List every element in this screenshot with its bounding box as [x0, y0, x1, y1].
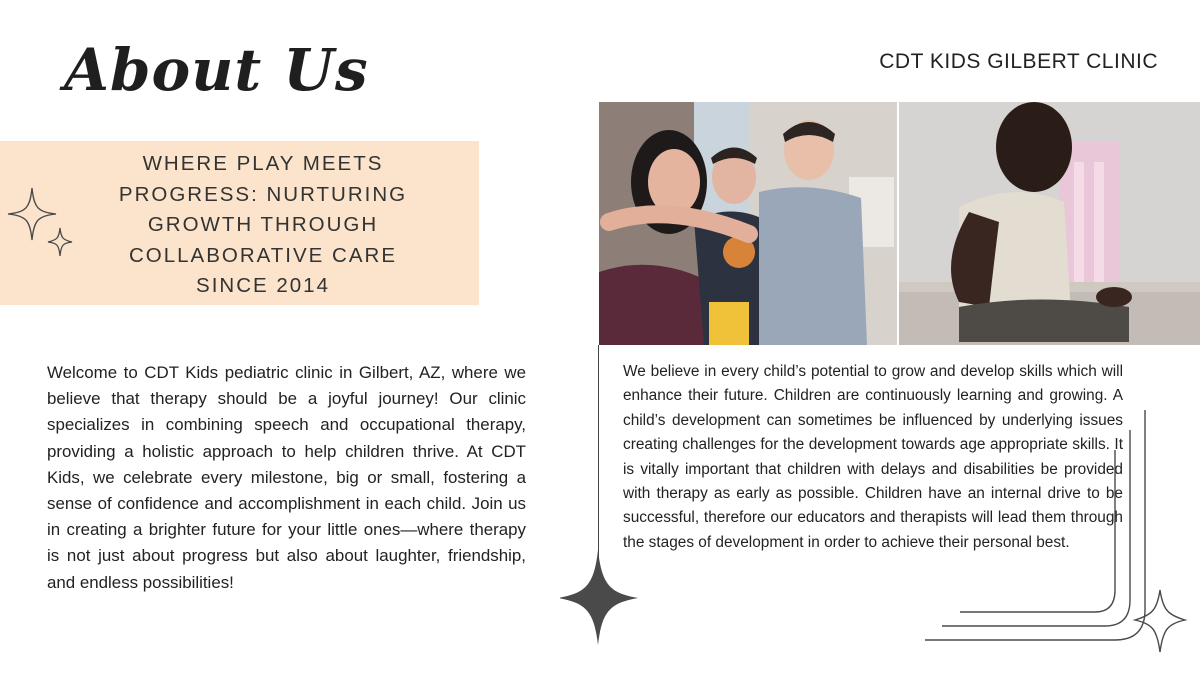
- group-photo: [599, 102, 897, 345]
- photo-gallery: [599, 102, 1200, 345]
- intro-paragraph: Welcome to CDT Kids pediatric clinic in Gilbert, AZ, where we believe that therapy should be a joyful journey! Our clinic specializes in combining speech and occupational therapy, providing a holistic approach to help children thrive. At CDT Kids, we celebrate every milestone, big or small, fostering a sense of confidence and accomplishment in each child. Join us in creating a brighter future for your little ones—where therapy is not just about progress but also about laughter, friendship, and endless possibilities!: [47, 363, 526, 592]
- child-photo: [899, 102, 1200, 345]
- tagline-text: WHERE PLAY MEETS PROGRESS: NURTURING GROWTH THROUGH COLLABORATIVE CARE SINCE 2014: [118, 152, 408, 297]
- four-point-star-icon: [560, 400, 1190, 660]
- sparkle-icon: [4, 186, 84, 266]
- page-title: About Us: [64, 36, 369, 104]
- belief-paragraph: We believe in every child’s potential to grow and develop skills which will enhance their future. Children are continuously learning and growing. A child’s development can sometimes be influenced by underlying issues creating challenges for the development towards age appropriate skills. It is vitally important that children with delays and disabilities be provided with therapy as early as possible. Children have an internal drive to be successful, therefore our educators and therapists will lead them through the stages of development in order to achieve their personal best.: [623, 363, 1123, 551]
- clinic-name: CDT KIDS GILBERT CLINIC: [879, 50, 1158, 73]
